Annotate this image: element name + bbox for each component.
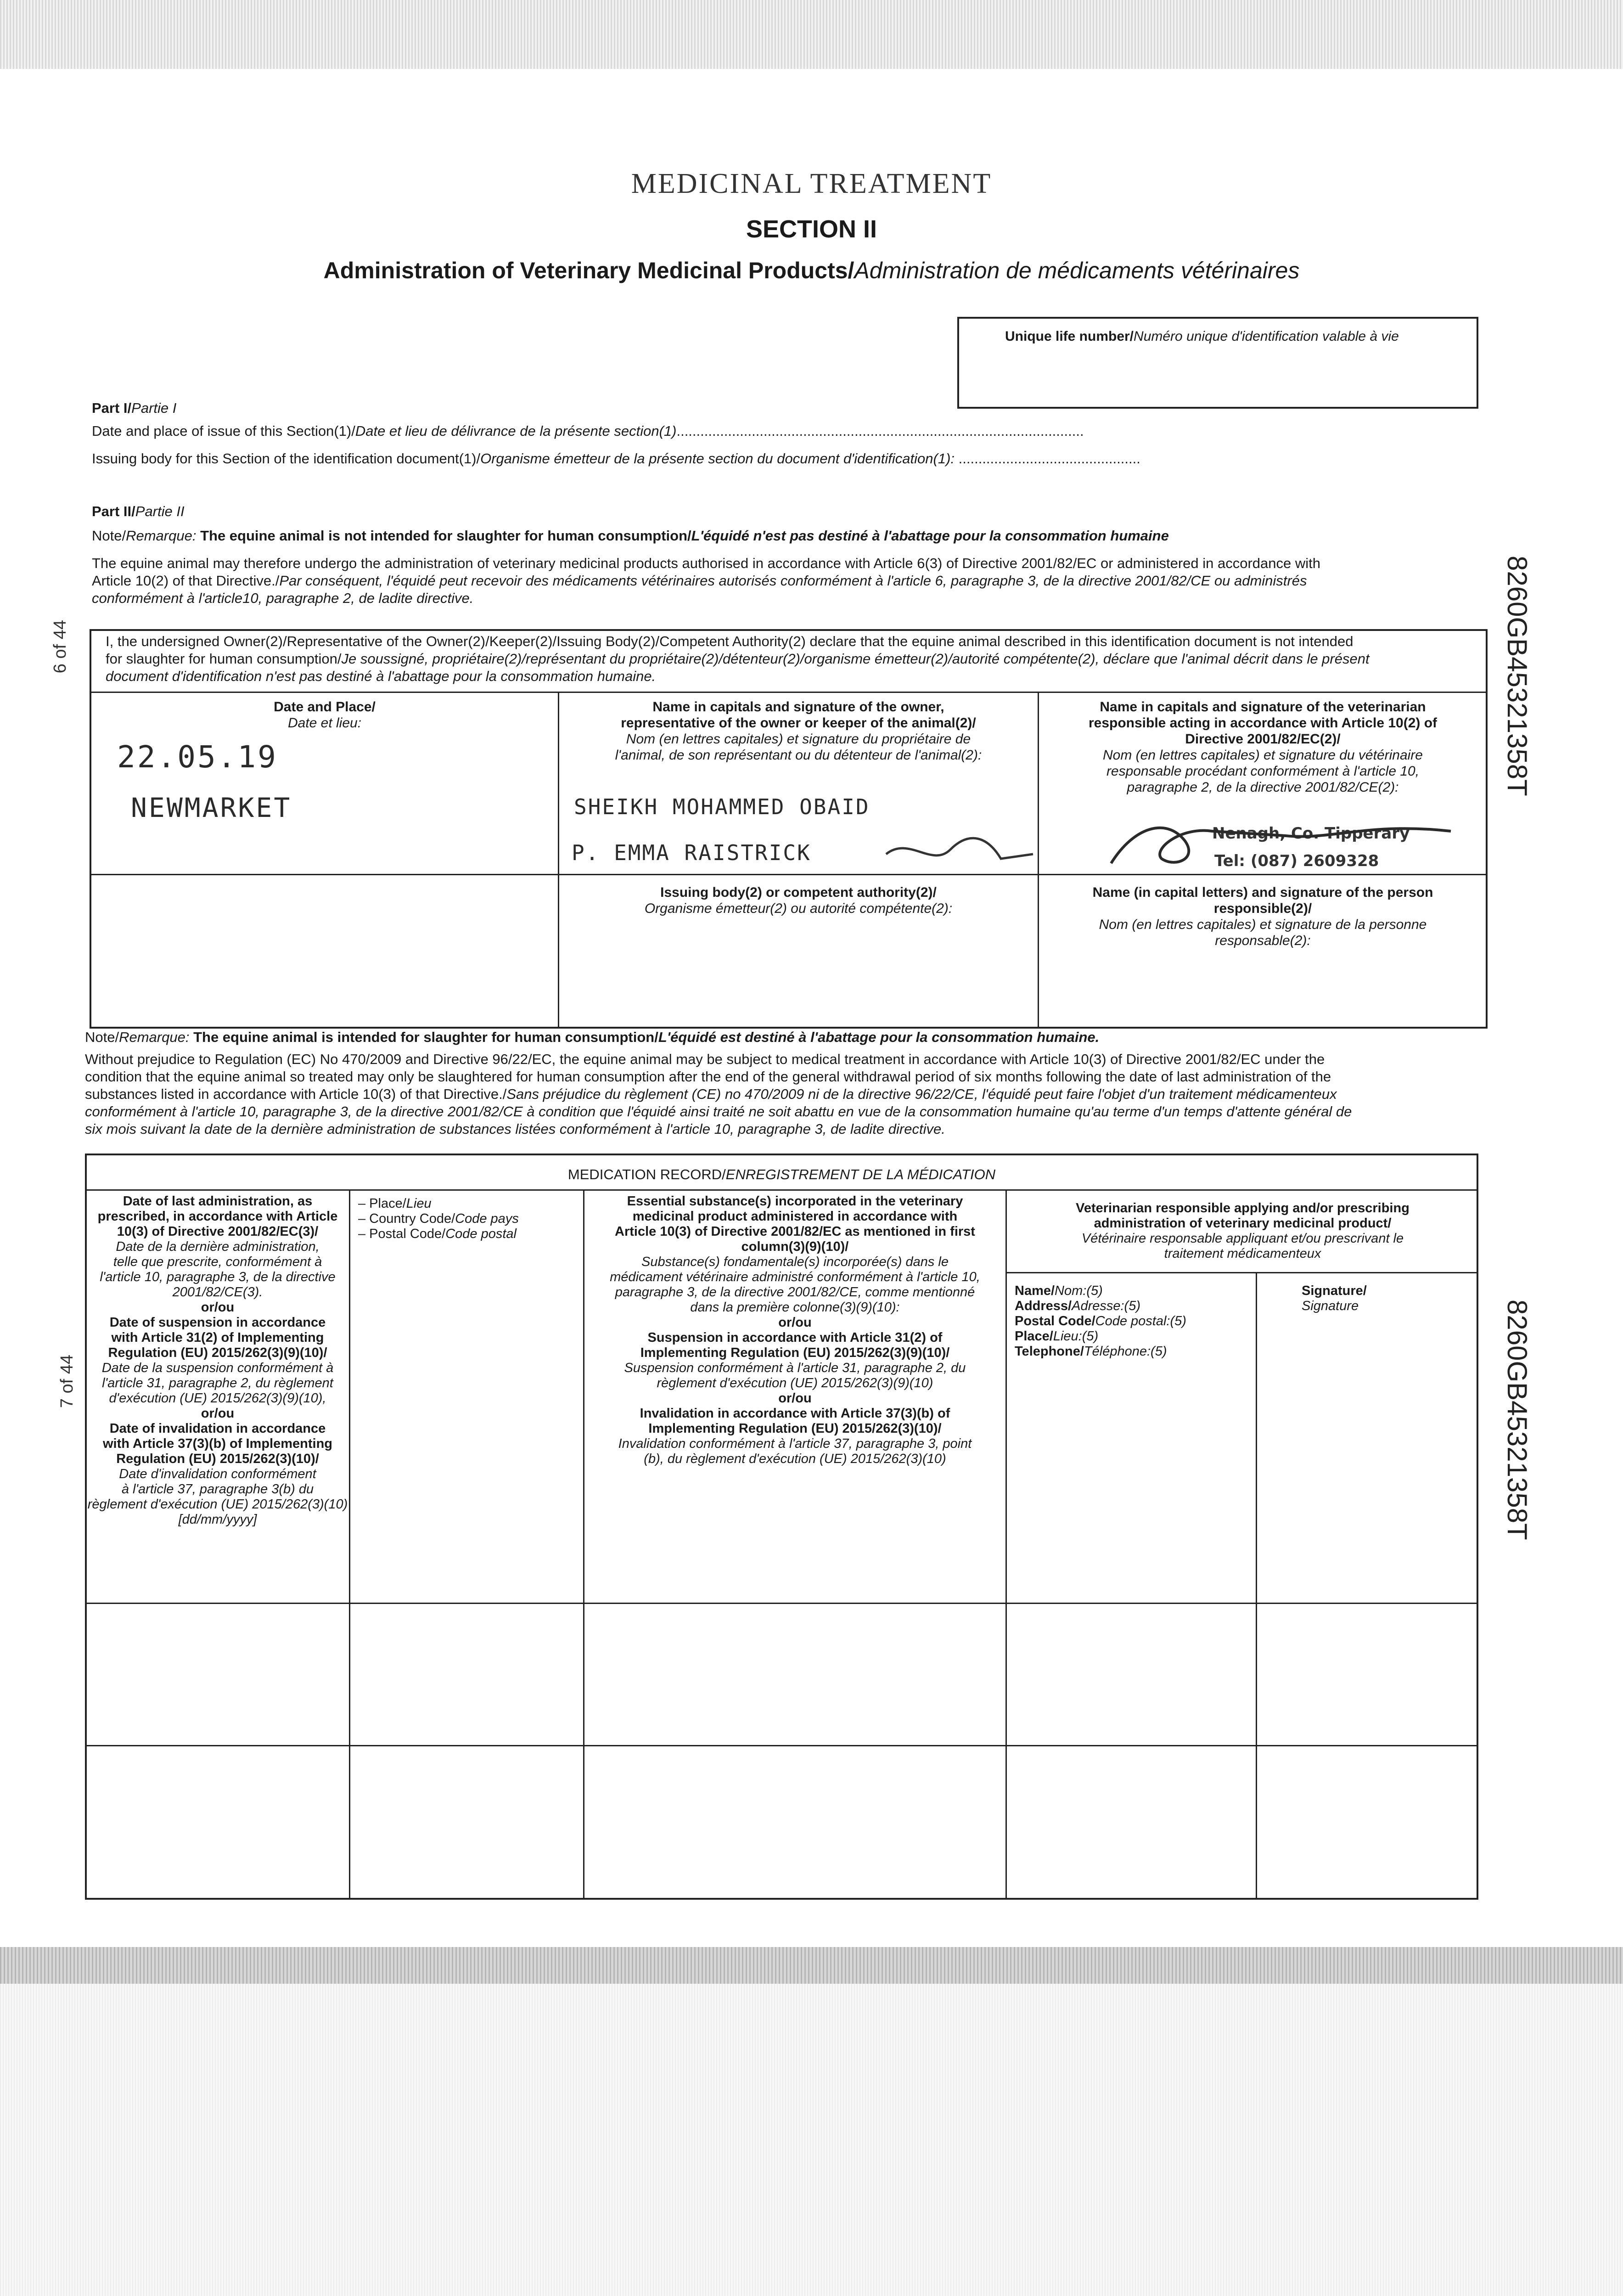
- section-title: SECTION II: [746, 215, 877, 243]
- vet-signature-scribble: [1093, 808, 1460, 877]
- essential-substances-header: Essential substance(s) incorporated in the veterinary medicinal product administered in accordance with Article 10(3) of Directive 2001/82/EC as mentioned in first column(3)(9)(10)/ Substance(s) fondamentale(s) incorporée(s) dans le médicament vétérinaire administré conformément à l'article 10, paragraphe 3, de la directive 2001/82/CE, comme mentionné dans la première colonne(3)(9)(10): or/ou Suspension in accordance with Article 31(2) of Implementing Regulation (EU) 2015/262(3)(9)(10)/ Suspension conformément à l'article 31, paragraphe 2, du règlement d'exécution (UE) 2015/262(3)(9)(10) or/ou Invalidation in accordance with Article 37(3)(b) of Implementing Regulation (EU) 2015/262(3)(10)/ Invalidation conformément à l'article 37, paragraphe 3, point (b), du règlement d'exécution (UE) 2015/262(3)(10): [610, 1194, 980, 1466]
- medication-title-divider: [85, 1189, 1478, 1191]
- unique-life-number-label: Unique life number/Numéro unique d'identification valable à vie: [1005, 329, 1399, 344]
- veterinarian-signature-label: Signature/ Signature: [1302, 1283, 1367, 1313]
- medicinal-treatment-heading: MEDICINAL TREATMENT: [631, 168, 992, 199]
- part2-paragraph: The equine animal may therefore undergo the administration of veterinary medicinal products authorised in accordance with Article 6(3) of Directive 2001/82/EC or administered in accordance with Article 10(2) of that Directive./Par conséquent, l'équidé peut recevoir des médicaments vétérinaires autorisés conformément à l'article 6, paragraphe 3, de la directive 2001/82/CE ou administrés conformément à l'article10, paragraphe 2, de ladite directive.: [92, 555, 1321, 606]
- part1-title: Part I/Partie I: [92, 400, 177, 416]
- handwritten-date: 22.05.19: [117, 739, 278, 775]
- scan-fold-band: [0, 1947, 1623, 1984]
- handwritten-place: NEWMARKET: [131, 792, 292, 823]
- page-number-b: 7 of 44: [57, 1355, 77, 1408]
- date-place-header: Date and Place/ Date et lieu:: [274, 699, 376, 731]
- handwritten-representative-name: P. EMMA RAISTRICK: [572, 840, 811, 865]
- slaughter-paragraph: Without prejudice to Regulation (EC) No 470/2009 and Directive 96/22/EC, the equine animal may be subject to medical treatment in accordance with Article 10(3) of Directive 2001/82/EC under the condition that the equine animal so treated may only be slaughtered for human consumption after the end of the general withdrawal period of six months following the date of last administration of the substances listed in accordance with Article 10(3) of that Directive./Sans préjudice du règlement (CE) no 470/2009 ni de la directive 96/22/CE, l'équidé peut faire l'objet d'un traitement médicamenteux conformément à l'article 10, paragraphe 3, de la directive 2001/82/CE à condition que l'équidé ainsi traité ne soit abattu en vue de la consommation humaine qu'au terme d'un temps d'attente général de six mois suivant la date de la dernière administration de substances listées conformément à l'article 10, paragraphe 3, de ladite directive.: [85, 1051, 1352, 1137]
- vet-stamp-telephone: Tel: (087) 2609328: [1214, 852, 1379, 870]
- vet-stamp-address: Nenagh, Co. Tipperary: [1212, 824, 1410, 843]
- med-row-divider-2: [85, 1745, 1478, 1746]
- part1-issuing-body-line: Issuing body for this Section of the identification document(1)/Organisme émetteur de la présente section du document d'identification(1): ..............................................: [92, 450, 1140, 467]
- handwritten-owner-name: SHEIKH MOHAMMED OBAID: [574, 794, 870, 819]
- med-row-divider-1: [85, 1603, 1478, 1604]
- veterinarian-details-labels: Name/Nom:(5) Address/Adresse:(5) Postal Code/Code postal:(5) Place/Lieu:(5) Telephone/Téléphone:(5): [1015, 1283, 1186, 1359]
- scan-edge-top: [0, 0, 1623, 69]
- medication-record-title: MEDICATION RECORD/ENREGISTREMENT DE LA MÉDICATION: [567, 1166, 996, 1182]
- med-col-divider-3: [1005, 1189, 1007, 1900]
- part2-title: Part II/Partie II: [92, 503, 185, 519]
- last-administration-header: Date of last administration, as prescribed, in accordance with Article 10(3) of Directive 2001/82/EC(3)/ Date de la dernière administration, telle que prescrite, conformément à l'article 10, paragraphe 3, de la directive 2001/82/CE(3). or/ou Date of suspension in accordance with Article 31(2) of Implementing Regulation (EU) 2015/262(3)(9)(10)/ Date de la suspension conformément à l'article 31, paragraphe 2, du règlement d'exécution (UE) 2015/262(3)(9)(10), or/ou Date of invalidation in accordance with Article 37(3)(b) of Implementing Regulation (EU) 2015/262(3)(10)/ Date d'invalidation conformément à l'article 37, paragraphe 3(b) du règlement d'exécution (UE) 2015/262(3)(10) [dd/mm/yyyy]: [87, 1194, 348, 1527]
- unique-life-number-box: [957, 317, 1478, 409]
- veterinarian-name-header: Name in capitals and signature of the veterinarian responsible acting in accordance with Article 10(2) of Directive 2001/82/EC(2)/ Nom (en lettres capitales) et signature du vétérinaire responsable procédant conformément à l'article 10, paragraphe 2, de la directive 2001/82/CE(2):: [1088, 699, 1438, 795]
- scan-background-bottom: [0, 1975, 1623, 2296]
- declaration-text: I, the undersigned Owner(2)/Representative of the Owner(2)/Keeper(2)/Issuing Body(2)/Competent Authority(2) declare that the equine animal described in this identification document is not intended for slaughter for human consumption/Je soussigné, propriétaire(2)/représentant du propriétaire(2)/détenteur(2)/organisme émetteur(2)/autorité compétente(2), déclare que l'animal décrit dans le présent document d'identification n'est pas destiné à l'abattage pour la consommation humaine.: [106, 633, 1370, 684]
- section-subtitle: Administration of Veterinary Medicinal Products/Administration de médicaments vétérinaires: [323, 258, 1300, 283]
- slaughter-note: Note/Remarque: The equine animal is intended for slaughter for human consumption/L'équidé est destiné à l'abattage pour la consommation humaine.: [85, 1029, 1100, 1045]
- owner-name-header: Name in capitals and signature of the owner, representative of the owner or keeper of the animal(2)/ Nom (en lettres capitales) et signature du propriétaire de l'animal, de son représentant ou du détenteur de l'animal(2):: [615, 699, 982, 763]
- ueln-side-bottom: 8260GB45321358T: [1502, 1300, 1533, 1540]
- part2-note: Note/Remarque: The equine animal is not intended for slaughter for human consumption/L'équidé n'est pas destiné à l'abattage pour la consommation humaine: [92, 528, 1169, 544]
- responsible-person-header: Name (in capital letters) and signature of the person responsible(2)/ Nom (en lettres capitales) et signature de la personne responsable(2):: [1092, 885, 1433, 948]
- page-number-a: 6 of 44: [51, 620, 70, 674]
- vet-header-divider: [1005, 1272, 1478, 1273]
- veterinarian-responsible-header: Veterinarian responsible applying and/or prescribing administration of veterinary medicinal product/ Vétérinaire responsable appliquant et/ou prescrivant le traitement médicamenteux: [1076, 1201, 1410, 1261]
- owner-signature-scribble: [882, 827, 1038, 877]
- ueln-side-top: 8260GB45321358T: [1502, 556, 1533, 796]
- med-col-divider-1: [349, 1189, 350, 1900]
- issuing-body-header: Issuing body(2) or competent authority(2)/ Organisme émetteur(2) ou autorité compétente(2):: [644, 885, 953, 916]
- part1-date-place-line: Date and place of issue of this Section(1)/Date et lieu de délivrance de la présente section(1).......................................................................................................: [92, 423, 1084, 439]
- place-country-postal-header: – Place/Lieu – Country Code/Code pays – Postal Code/Code postal: [358, 1196, 519, 1241]
- med-col-divider-4: [1256, 1272, 1257, 1900]
